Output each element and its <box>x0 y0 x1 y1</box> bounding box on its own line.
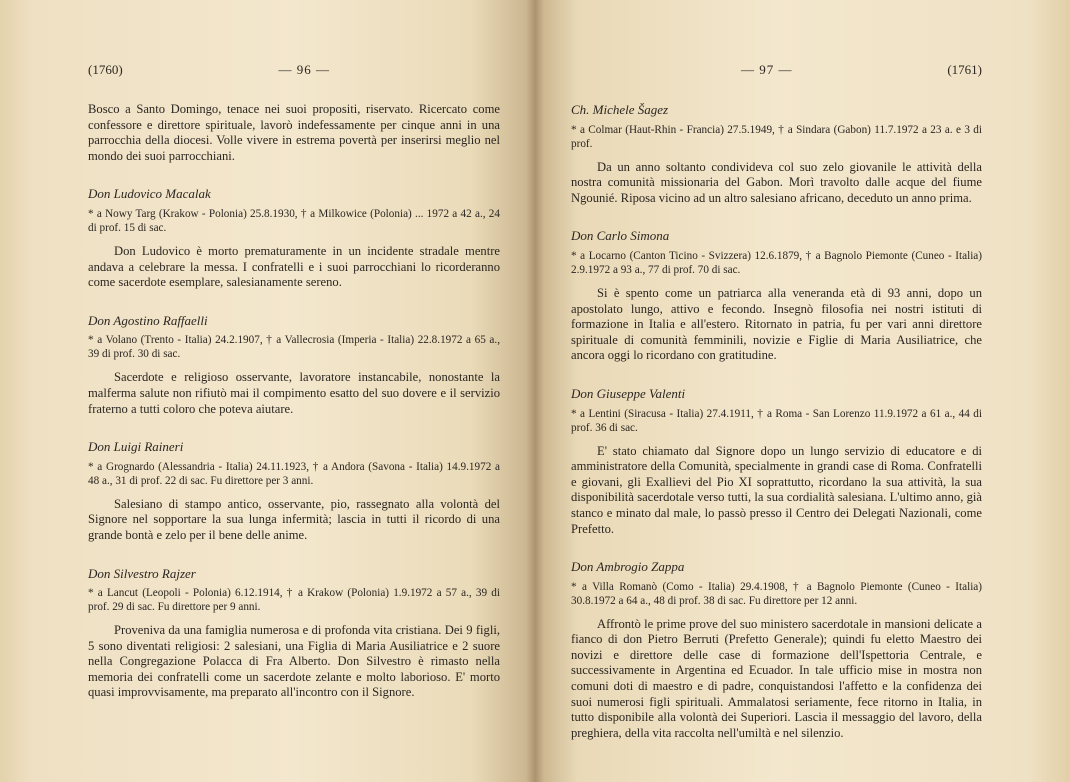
obituary-entry <box>571 228 982 364</box>
entry-name: Don Ludovico Macalak <box>88 186 211 202</box>
entry-text: Don Ludovico è morto prematuramente in un incidente stradale mentre andava a celebrare la messa. I confratelli e i suoi parrocchiani lo ricorderanno come sacerdote esemplare, salesianamente sereno. <box>88 243 500 290</box>
right-running-head <box>571 62 982 82</box>
entry-name: Don Silvestro Rajzer <box>88 565 196 581</box>
book-gutter-shadow <box>526 0 544 782</box>
entry-dates: * a Locarno (Canton Ticino - Svizzera) 12.6.1879, † a Bagnolo Piemonte (Cuneo - Italia) 2.9.1972 a 93 a., 77 di prof. 70 di sac. <box>571 249 982 276</box>
obituary-entry <box>88 566 500 702</box>
entry-text: Affrontò le prime prove del suo ministero sacerdotale in mansioni delicate a fianco di don Pietro Berruti (Prefetto Generale); quindi fu eletto Maestro dei novizi e direttore delle case di formazione dell'Ispettoria Centrale, e successivamente in Argentina ed Ecuador. In tale ufficio mise in mostra non comuni doti di maestro e di padre, conquistandosi l'affetto e la confidenza dei suoi numerosi figli spirituali. Ammalatosi seriamente, fece ritorno in Italia, in tutto disponibile alla volontà dei Superiori. Lascia il messaggio del lavoro, della preghiera, della vita raccolta nell'umiltà e nel silenzio. <box>571 616 982 740</box>
obituary-entry <box>88 439 500 543</box>
entry-text: Salesiano di stampo antico, osservante, pio, rassegnato alla volontà del Signore nel sopportare la sua lunga infermità; lascia in tutti il ricordo di una grande bontà e zelo per il bene delle anime. <box>88 496 500 542</box>
left-running-head <box>88 62 500 82</box>
entry-dates: * a Lancut (Leopoli - Polonia) 6.12.1914, † a Krakow (Polonia) 1.9.1972 a 57 a., 39 di prof. 29 di sac. Fu direttore per 9 anni. <box>88 587 500 614</box>
entry-text: Si è spento come un patriarca alla veneranda età di 93 anni, dopo un apostolato lungo, attivo e fecondo. Insegnò filosofia nei nostri istituti di formazione in Italia e all'estero. Ritornato in patria, fu per vari anni direttore spirituale di comunità femminili, novizie e Figlie di Maria Ausiliatrice, che ancora oggi lo ricordano con gratitudine. <box>571 285 982 363</box>
right-page-content <box>571 62 982 741</box>
entry-dates: * a Nowy Targ (Krakow - Polonia) 25.8.1930, † a Milkowice (Polonia) ... 1972 a 42 a., 24 di prof. 15 di sac. <box>88 207 500 234</box>
obituary-entry <box>571 559 982 741</box>
entry-text: Da un anno soltanto condivideva col suo zelo giovanile le attività della nostra comunità missionaria del Gabon. Morì travolto dalle acque del fiume Ngounié. Riposa vicino ad un altro salesiano africano, deceduto un anno prima. <box>571 159 982 205</box>
obituary-entry <box>571 386 982 537</box>
entry-text: E' stato chiamato dal Signore dopo un lungo servizio di educatore e di amministratore della Comunità, specialmente in grandi case di Roma. Confratelli e giovani, gli Exallievi del Pio XI soprattutto, ricordano la sua attività, la sua disponibilità sacerdotale verso tutti, la sua cordialità salesiana. L'ultimo anno, già stanco e minato dal male, lo passò presso il Centro dei Delegati Nazionali, come Prefetto. <box>571 443 982 536</box>
entry-text: Proveniva da una famiglia numerosa e di profonda vita cristiana. Dei 9 figli, 5 sono diventati religiosi: 2 salesiani, una Figlia di Maria Ausiliatrice e 2 suore nella Congregazione Polacca di Fra Alberto. Don Silvestro è rimasto nella memoria dei confratelli come un sacerdote zelante e molto laborioso. E' morto quasi improvvisamente, ma preparato all'incontro con il Signore. <box>88 623 500 700</box>
entry-name: Don Agostino Raffaelli <box>88 312 208 328</box>
collection-number: (1761) <box>947 62 982 77</box>
entry-dates: * a Lentini (Siracusa - Italia) 27.4.1911, † a Roma - San Lorenzo 11.9.1972 a 61 a., 44 di prof. 36 di sac. <box>571 407 982 434</box>
obituary-entry <box>88 313 500 417</box>
entry-dates: * a Volano (Trento - Italia) 24.2.1907, † a Vallecrosia (Imperia - Italia) 22.8.1972 a 65 a., 39 di prof. 30 di sac. <box>88 334 500 361</box>
page-number: — 96 — <box>278 62 330 77</box>
continuation-paragraph: Bosco a Santo Domingo, tenace nei suoi propositi, riservato. Ricercato come confessore e direttore spirituale, lavorò indefessamente per cinque anni in una parrocchia della diocesi. Volle vivere in estrema povertà per inserirsi meglio nel mondo dei suoi parrocchiani. <box>88 102 500 163</box>
entry-name: Don Ambrogio Zappa <box>571 559 685 575</box>
entry-name: Don Luigi Raineri <box>88 439 184 455</box>
obituary-entry <box>571 102 982 206</box>
left-page-content <box>88 62 500 701</box>
right-page <box>535 0 1070 782</box>
entry-name: Ch. Michele Šagez <box>571 102 669 117</box>
collection-number: (1760) <box>88 62 123 77</box>
entry-dates: * a Villa Romanò (Como - Italia) 29.4.1908, † a Bagnolo Piemonte (Cuneo - Italia) 30.8.1972 a 64 a., 48 di prof. 38 di sac. Fu direttore per 12 anni. <box>571 580 982 607</box>
entry-dates: * a Grognardo (Alessandria - Italia) 24.11.1923, † a Andora (Savona - Italia) 14.9.1972 a 48 a., 31 di prof. 22 di sac. Fu direttore per 3 anni. <box>88 460 500 487</box>
entry-dates: * a Colmar (Haut-Rhin - Francia) 27.5.1949, † a Sindara (Gabon) 11.7.1972 a 23 a. e 3 di prof. <box>571 123 982 150</box>
obituary-entry <box>88 186 500 290</box>
entry-name: Don Carlo Simona <box>571 228 670 244</box>
entry-name: Don Giuseppe Valenti <box>571 385 686 401</box>
entry-text: Sacerdote e religioso osservante, lavoratore instancabile, nonostante la malferma salute non rifiutò mai il compimento esatto del suo dovere e il servizio fraterno a tutti coloro che poteva aiutare. <box>88 370 500 416</box>
page-number: — 97 — <box>741 62 793 77</box>
